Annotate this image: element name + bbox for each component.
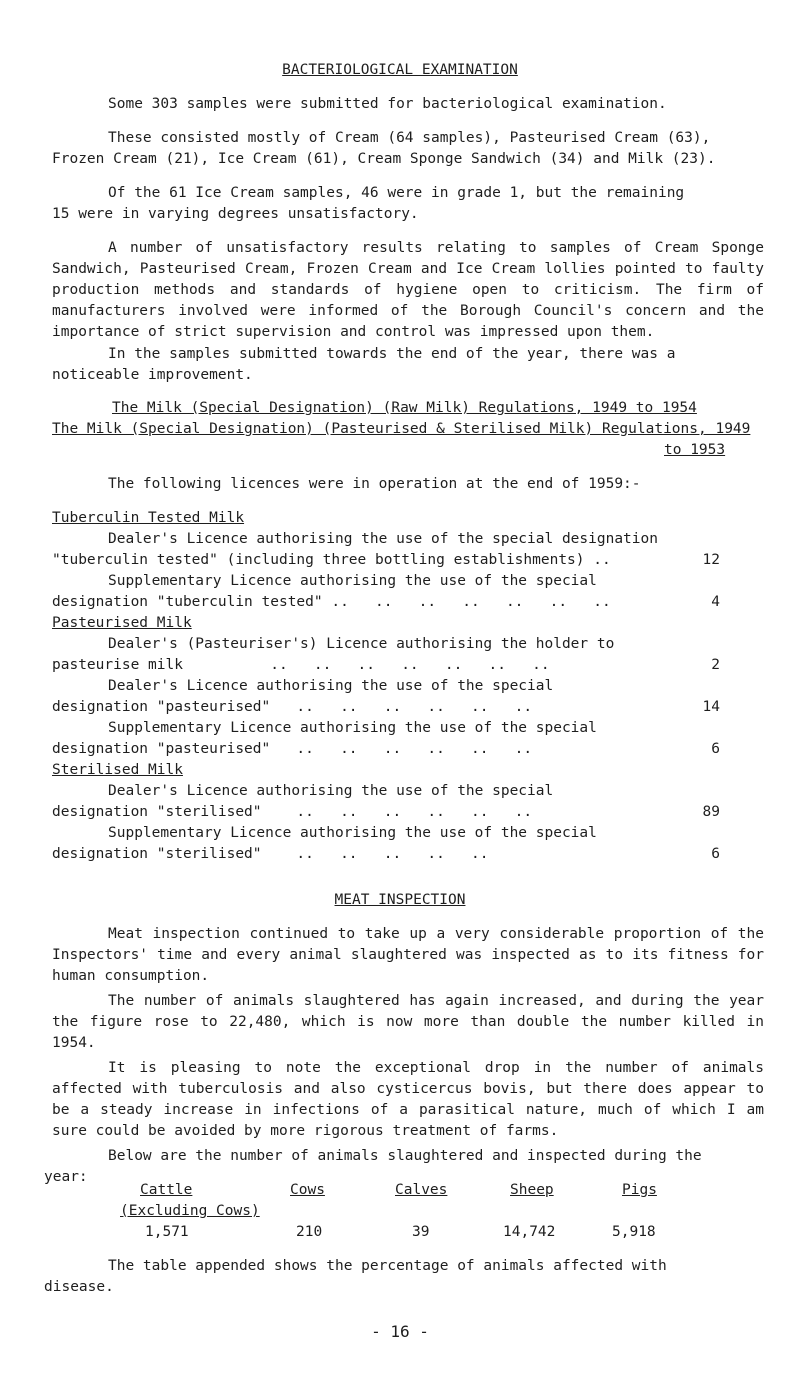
table-note-line-2: disease. [44,1279,114,1295]
table-header-cattle: Cattle [140,1182,193,1198]
table-value-pigs: 5,918 [612,1224,656,1240]
bact-paragraph-3-line-2: 15 were in varying degrees unsatisfactory. [52,206,419,222]
heading-bacteriological-examination: BACTERIOLOGICAL EXAMINATION [282,62,518,78]
table-value-sheep: 14,742 [503,1224,556,1240]
bact-paragraph-5-line-2: noticeable improvement. [52,367,253,383]
licence-item-line-2: "tuberculin tested" (including three bottling establishments) .. [52,552,611,568]
licence-count: 89 [702,804,720,820]
table-subheader-excluding-cows: (Excluding Cows) [120,1203,260,1219]
table-header-cows: Cows [290,1182,325,1198]
licence-count: 12 [702,552,720,568]
bact-paragraph-4: A number of unsatisfactory results relating to samples of Cream Sponge Sandwich, Pasteurised Cream, Frozen Cream and Ice Cream lollies pointed to faulty production methods and standards of hygiene open to criticism. The firm of manufacturers involved were informed of the Borough Council's concern and the importance of strict supervision and control was impressed upon them. [52,240,764,340]
licence-item-line-2: pasteurise milk .. .. .. .. .. .. .. [52,657,550,673]
meat-paragraph-1: Meat inspection continued to take up a very considerable proportion of the Inspectors' time and every animal slaughtered was inspected as to its fitness for human consumption. [52,926,764,984]
table-header-sheep: Sheep [510,1182,554,1198]
regulations-year-range: to 1953 [664,442,726,458]
table-value-calves: 39 [412,1224,430,1240]
licence-item-line-2: designation "tuberculin tested" .. .. .. .. .. .. .. [52,594,611,610]
table-header-pigs: Pigs [622,1182,657,1198]
bact-paragraph-3-line-1: Of the 61 Ice Cream samples, 46 were in grade 1, but the remaining [108,185,685,201]
bact-paragraph-5-line-1: In the samples submitted towards the end of the year, there was a [108,346,676,362]
licence-item-line-1: Dealer's (Pasteuriser's) Licence authorising the holder to [108,636,615,652]
licence-item-line-1: Dealer's Licence authorising the use of the special designation [108,531,658,547]
licence-item-line-1: Dealer's Licence authorising the use of the special [108,678,554,694]
meat-paragraph-3: It is pleasing to note the exceptional drop in the number of animals affected with tuberculosis and also cysticercus bovis, but there does appear to be a steady increase in infections of a parasitical nature, much of which I am sure could be avoided by more rigorous treatment of farms. [52,1060,764,1139]
licence-item-line-2: designation "sterilised" .. .. .. .. .. .. [52,804,533,820]
slaughter-intro-line-2: year: [44,1169,88,1185]
licence-count: 6 [711,846,720,862]
licence-item-line-1: Supplementary Licence authorising the use of the special [108,720,597,736]
slaughter-intro-line-1: Below are the number of animals slaughtered and inspected during the [108,1148,702,1164]
table-value-cattle: 1,571 [145,1224,189,1240]
table-header-calves: Calves [395,1182,448,1198]
licence-item-line-1: Dealer's Licence authorising the use of the special [108,783,554,799]
licence-count: 2 [711,657,720,673]
bact-paragraph-2-line-1: These consisted mostly of Cream (64 samples), Pasteurised Cream (63), [108,130,711,146]
licence-item-line-2: designation "pasteurised" .. .. .. .. .. .. [52,741,533,757]
pasteurised-milk-heading: Pasteurised Milk [52,615,192,631]
table-value-cows: 210 [296,1224,323,1240]
table-note-line-1: The table appended shows the percentage of animals affected with [108,1258,667,1274]
licence-item-line-1: Supplementary Licence authorising the use of the special [108,825,597,841]
licence-count: 6 [711,741,720,757]
heading-meat-inspection: MEAT INSPECTION [334,892,466,908]
licence-count: 4 [711,594,720,610]
licence-item-line-2: designation "pasteurised" .. .. .. .. .. .. [52,699,533,715]
licence-count: 14 [702,699,720,715]
bact-paragraph-1: Some 303 samples were submitted for bacteriological examination. [108,96,667,112]
licences-intro: The following licences were in operation at the end of 1959:- [108,476,641,492]
licence-item-line-2: designation "sterilised" .. .. .. .. .. [52,846,489,862]
regulations-raw-milk-heading: The Milk (Special Designation) (Raw Milk) Regulations, 1949 to 1954 [112,400,697,416]
sterilised-milk-heading: Sterilised Milk [52,762,183,778]
page-number: - 16 - [371,1322,429,1341]
regulations-pasteurised-sterilised-heading: The Milk (Special Designation) (Pasteurised & Sterilised Milk) Regulations, 1949 [52,421,751,437]
meat-paragraph-2: The number of animals slaughtered has again increased, and during the year the figure rose to 22,480, which is now more than double the number killed in 1954. [52,993,764,1051]
bact-paragraph-2-line-2: Frozen Cream (21), Ice Cream (61), Cream Sponge Sandwich (34) and Milk (23). [52,151,716,167]
licence-item-line-1: Supplementary Licence authorising the use of the special [108,573,597,589]
tuberculin-tested-milk-heading: Tuberculin Tested Milk [52,510,245,526]
